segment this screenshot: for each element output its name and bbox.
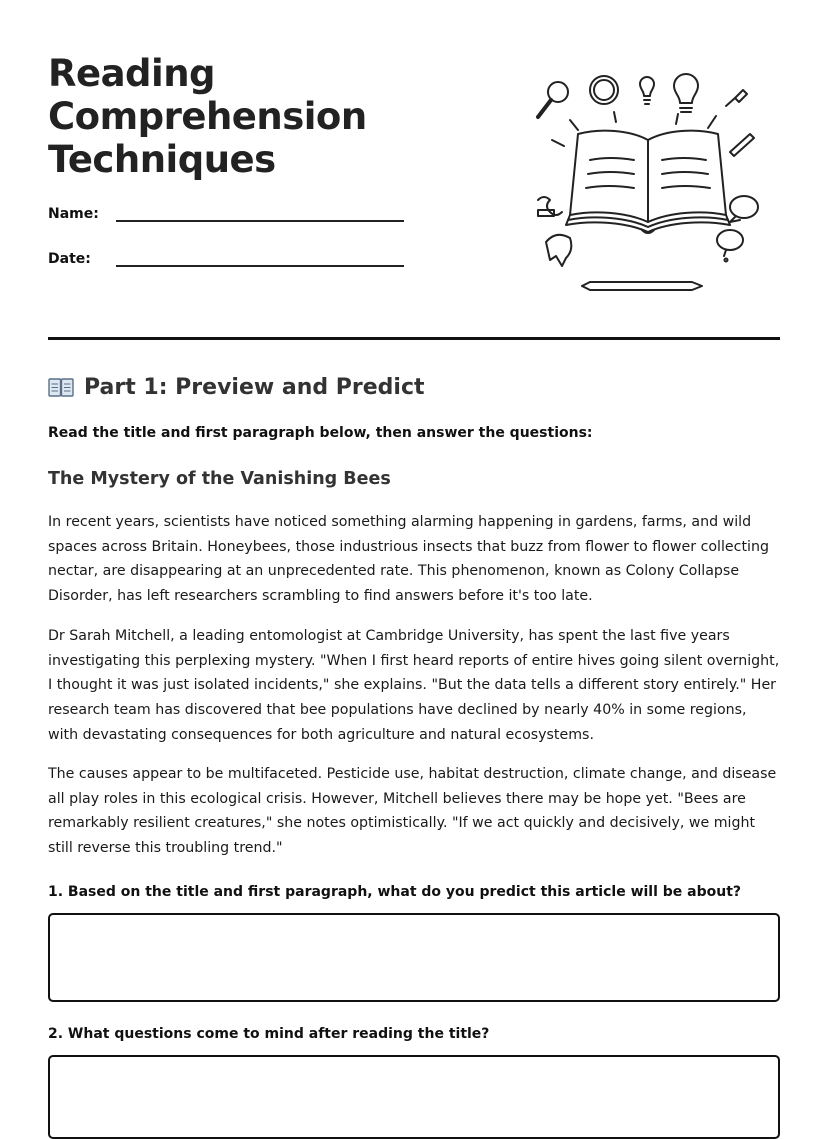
question-2: 2. What questions come to mind after reading the title? xyxy=(48,1026,490,1042)
open-book-with-ideas-icon xyxy=(530,70,766,292)
name-line[interactable] xyxy=(116,202,404,222)
part1-heading xyxy=(48,375,425,400)
open-book-icon xyxy=(48,377,74,399)
title-line: Techniques xyxy=(48,138,276,181)
part1-heading-text: Part 1: Preview and Predict xyxy=(84,375,425,400)
title-line: Comprehension xyxy=(48,95,367,138)
section-divider xyxy=(48,337,780,340)
instruction-text: Read the title and first paragraph below, then answer the questions: xyxy=(48,425,593,441)
title-line: Reading xyxy=(48,52,216,95)
name-label: Name: xyxy=(48,206,99,222)
name-field xyxy=(48,202,404,222)
article-paragraph: In recent years, scientists have noticed something alarming happening in gardens, farms, and wild spaces across Britain. Honeybees, those industrious insects that buzz from flower to flower collecting nectar, are disappearing at an unprecedented rate. This phenomenon, known as Colony Collapse Disorder, has left researchers scrambling to find answers before it's too late. xyxy=(48,514,769,605)
worksheet-title xyxy=(48,52,378,181)
question-1: 1. Based on the title and first paragraph, what do you predict this article will be about? xyxy=(48,884,742,900)
article-paragraph: Dr Sarah Mitchell, a leading entomologist at Cambridge University, has spent the last five years investigating this perplexing mystery. "When I first heard reports of entire hives going silent overnight, I thought it was just isolated incidents," she explains. "But the data tells a different story entirely." Her research team has discovered that bee populations have declined by nearly 40% in some regions, with devastating consequences for both agriculture and natural ecosystems. xyxy=(48,628,780,743)
date-label: Date: xyxy=(48,251,91,267)
answer-box-1[interactable] xyxy=(48,913,780,1002)
article-paragraph: The causes appear to be multifaceted. Pesticide use, habitat destruction, climate change, and disease all play roles in this ecological crisis. However, Mitchell believes there may be hope yet. "Bees are remarkably resilient creatures," she notes optimistically. "If we act quickly and decisively, we might still reverse this troubling trend." xyxy=(48,766,777,857)
date-line[interactable] xyxy=(116,247,404,267)
answer-box-2[interactable] xyxy=(48,1055,780,1139)
date-field xyxy=(48,247,404,267)
article-title: The Mystery of the Vanishing Bees xyxy=(48,469,391,489)
